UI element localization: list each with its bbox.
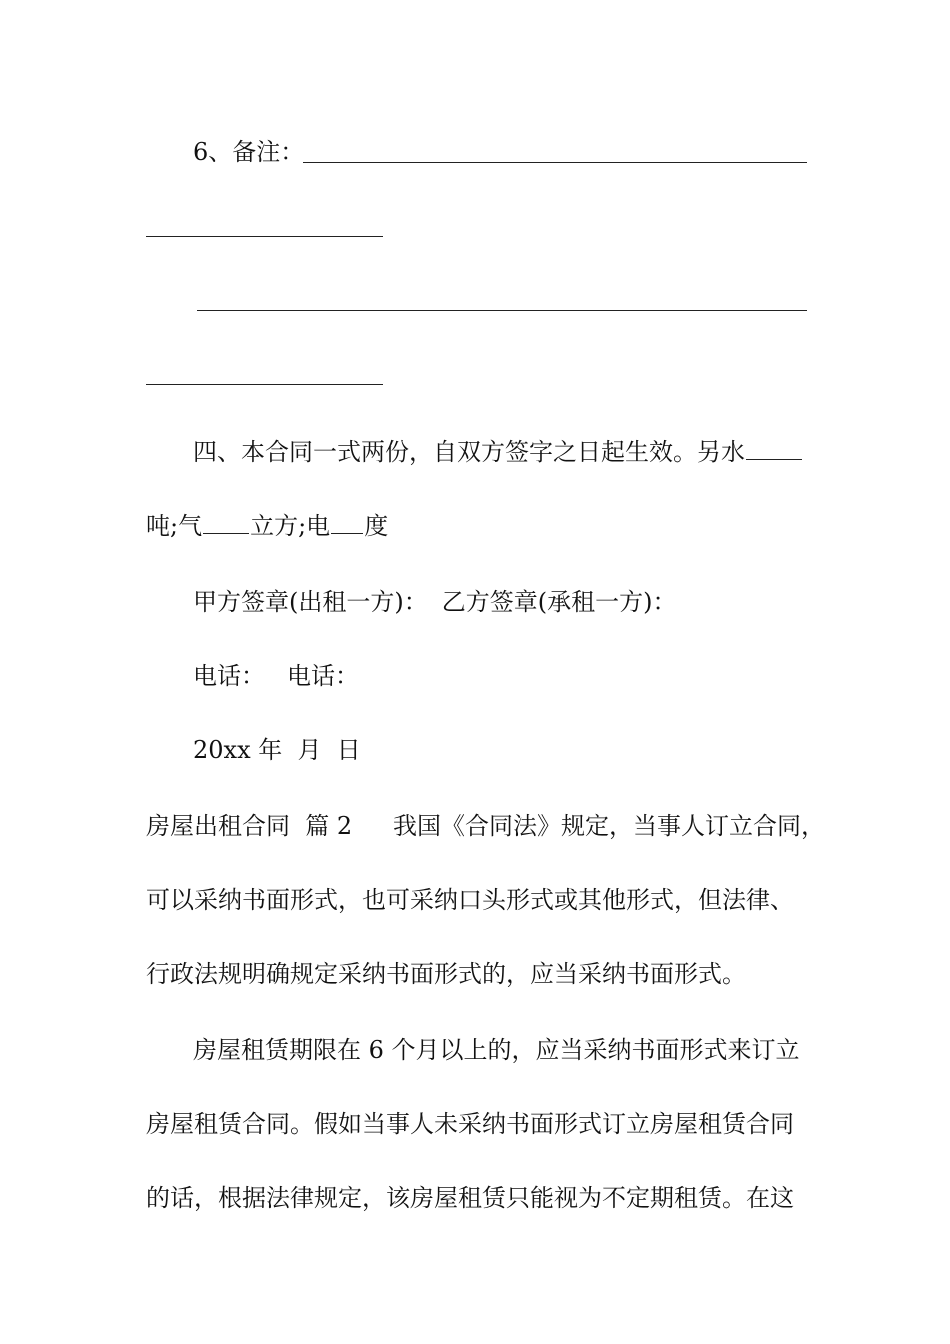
unit-water: 吨;气 <box>146 512 203 540</box>
party-b-signature: 乙方签章(承租一方)： <box>441 588 677 616</box>
date-line: 20xx 年 月 日 <box>193 736 361 764</box>
power-blank <box>331 532 363 534</box>
clause4-line2 <box>146 511 388 541</box>
section2-p2-line2: 房屋租赁合同。假如当事人未采纳书面形式订立房屋租赁合同 <box>146 1110 794 1138</box>
phone-line <box>193 661 359 691</box>
gas-blank <box>203 532 249 534</box>
remarks-blank-2 <box>146 236 383 237</box>
section2-p1-line2: 可以采纳书面形式，也可采纳口头形式或其他形式，但法律、 <box>146 886 794 914</box>
party-a-signature: 甲方签章(出租一方)： <box>193 588 428 616</box>
clause4-text: 四、本合同一式两份，自双方签字之日起生效。另水 <box>193 438 745 466</box>
party-b-phone: 电话： <box>287 662 359 690</box>
section2-heading: 房屋出租合同 篇 2 <box>146 812 353 840</box>
section2-p2-line1: 房屋租赁期限在 6 个月以上的，应当采纳书面形式来订立 <box>193 1036 800 1064</box>
water-blank <box>746 458 802 460</box>
section2-p1-line1: 我国《合同法》规定，当事人订立合同， <box>393 812 825 840</box>
party-a-phone: 电话： <box>193 662 265 690</box>
section2-p2-line3: 的话，根据法律规定，该房屋租赁只能视为不定期租赁。在这 <box>146 1184 794 1212</box>
remarks-blank-4 <box>146 384 383 385</box>
remarks-label: 6、备注： <box>193 138 305 166</box>
remarks-blank-3 <box>197 310 807 311</box>
clause4-line1 <box>193 437 803 467</box>
section2-p1-line3: 行政法规明确规定采纳书面形式的，应当采纳书面形式。 <box>146 960 746 988</box>
remarks-blank-1 <box>303 162 807 163</box>
unit-gas: 立方;电 <box>250 512 331 540</box>
unit-power: 度 <box>364 512 389 540</box>
signature-line <box>193 587 676 617</box>
